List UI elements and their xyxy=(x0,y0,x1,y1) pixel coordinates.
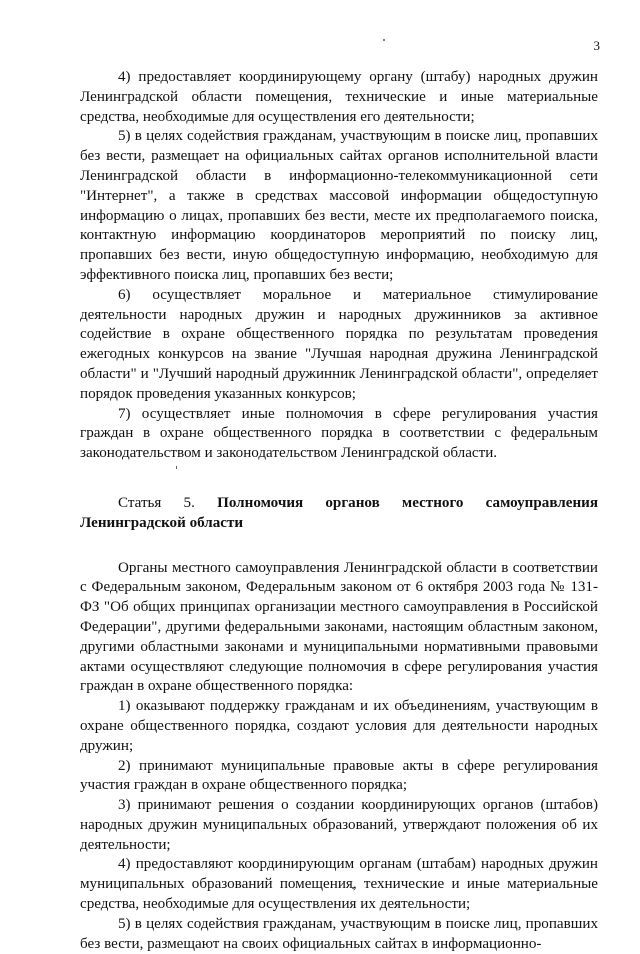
page-number: 3 xyxy=(593,38,600,53)
document-body xyxy=(80,68,598,954)
paragraph-intro: Органы местного самоуправления Ленинградской области в соответствии с Федеральным законом, Федеральным законом от 6 октября 2003 года № 131-ФЗ "Об общих принципах организации местного самоуправления в Российской Федерации", другими федеральными законами, настоящим областным законом, другими областными законами и муниципальными нормативными правовыми актами осуществляют следующие полномочия в сфере регулирования участия граждан в охране общественного порядка: xyxy=(80,559,598,695)
paragraph-item-5: 5) в целях содействия гражданам, участвующим в поиске лиц, пропавших без вести, размещает на официальных сайтах органов исполнительной власти Ленинградской области в информационно-телекоммуникационной сети "Интернет", а также в средствах массовой информации общедоступную информацию о лицах, пропавших без вести, месте их предполагаемого поиска, контактную информацию координаторов мероприятий по поиску лиц, пропавших без вести, иную общедоступную информацию, необходимую для эффективного поиска лиц, пропавших без вести; xyxy=(80,128,598,283)
paragraph-item-1: 1) оказывают поддержку гражданам и их объединениям, участвующим в охране общественного порядка, создают условия для деятельности народных дружин; xyxy=(80,698,598,754)
paragraph-item-7: 7) осуществляет иные полномочия в сфере регулирования участия граждан в охране общественного порядка в соответствии с федеральным законодательством и законодательством Ленинградской области. xyxy=(80,405,598,462)
article-heading xyxy=(80,494,598,534)
paragraph-item-5: 5) в целях содействия гражданам, участвующим в поиске лиц, пропавших без вести, размещают на своих официальных сайтах в информационно- xyxy=(80,915,598,952)
article-title: Полномочия органов местного самоуправления Ленинградской области xyxy=(80,494,598,531)
paragraph-item-4: 4) предоставляет координирующему органу (штабу) народных дружин Ленинградской области помещения, технические и иные материальные средства, необходимые для осуществления его деятельности; xyxy=(80,69,598,125)
paragraph-item-4: 4) предоставляют координирующим органам (штабам) народных дружин муниципальных образований помещения, технические и иные материальные средства, необходимые для осуществления их деятельности; xyxy=(80,856,598,913)
article-label: Статья 5. xyxy=(118,494,195,511)
paragraph-item-6: 6) осуществляет моральное и материальное стимулирование деятельности народных дружин и народных дружинников за активное содействие в охране общественного порядка по результатам проведения ежегодных конкурсов на звание "Лучшая народная дружина Ленинградской области" и "Лучший народный дружинник Ленинградской области", определяет порядок проведения указанных конкурсов; xyxy=(80,286,598,402)
paragraph-item-2: 2) принимают муниципальные правовые акты в сфере регулирования участия граждан в охране общественного порядка; xyxy=(80,757,598,794)
scan-speck xyxy=(383,39,385,41)
paragraph-item-3: 3) принимают решения о создании координирующих органов (штабов) народных дружин муниципальных образований, утверждают положения об их деятельности; xyxy=(80,797,598,853)
